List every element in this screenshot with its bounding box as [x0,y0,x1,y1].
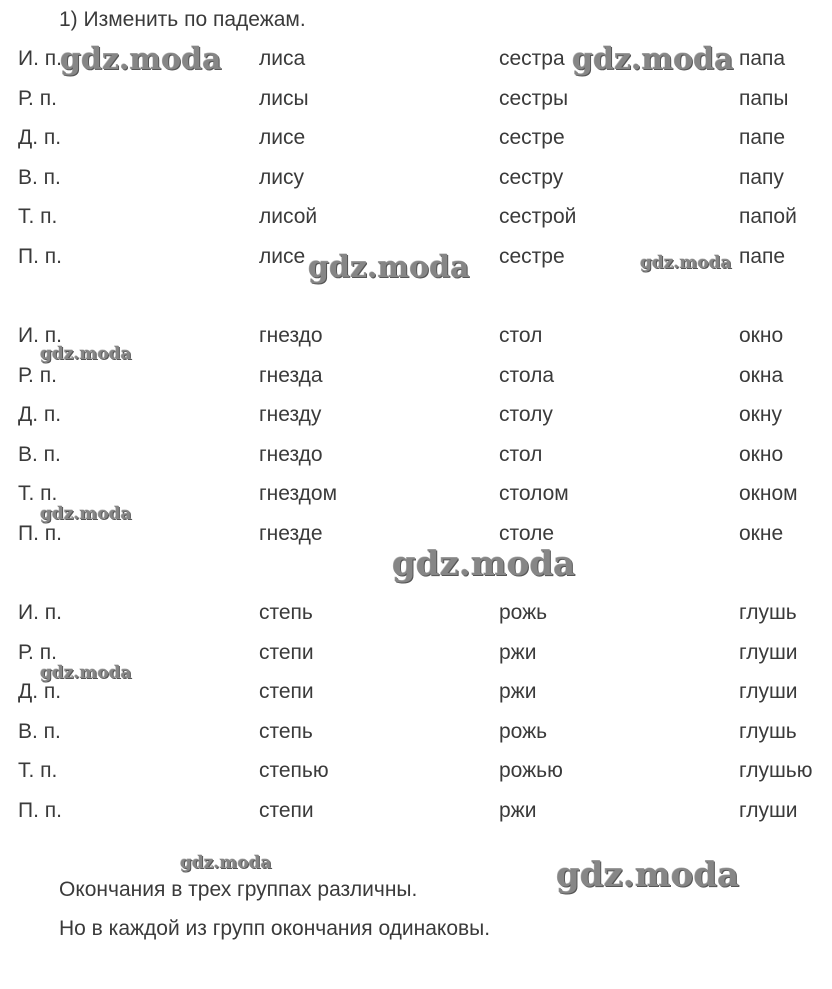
table-row [0,164,832,204]
case-label: Р. п. [18,640,57,664]
word-form: сестра [499,47,565,70]
word-form: степью [259,759,329,783]
watermark: gdz.moda [180,853,272,873]
table-row [0,203,832,243]
word-form: окну [739,403,782,427]
case-label: Р. п. [18,86,57,110]
word-form: лису [259,165,304,189]
watermark: gdz.moda [392,544,576,584]
word-form: глушь [739,601,797,624]
table-row [0,718,832,758]
declension-group-3 [0,599,832,837]
case-label: П. п. [18,244,62,268]
word-form: лиса [259,47,306,70]
word-form: гнездо [259,442,323,466]
watermark: gdz.moda [556,855,740,895]
word-form: стол [499,324,543,347]
watermark: gdz.moda [40,344,132,364]
word-form: лисе [259,126,306,150]
word-form: степи [259,640,314,664]
case-label: Т. п. [18,759,58,783]
word-form: папа [739,47,786,70]
watermark: gdz.moda [308,250,470,285]
word-form: стол [499,442,543,466]
word-form: папу [739,165,784,189]
word-form: ржи [499,798,537,822]
conclusion-line-1: Окончания в трех группах различны. [59,878,418,901]
word-form: гнезде [259,521,323,545]
word-form: столом [499,482,569,506]
case-label: И. п. [18,324,62,347]
word-form: гнездо [259,324,323,347]
table-row [0,85,832,125]
word-form: стола [499,363,555,387]
word-form: окном [739,482,798,506]
table-row [0,757,832,797]
table-row [0,401,832,441]
word-form: окно [739,324,784,347]
word-form: сестре [499,244,565,268]
word-form: степи [259,798,314,822]
word-form: глушью [739,759,813,783]
case-label: Д. п. [18,403,62,427]
case-label: Р. п. [18,363,57,387]
word-form: окно [739,442,784,466]
word-form: гнезда [259,363,323,387]
word-form: окне [739,521,784,545]
watermark: gdz.moda [40,504,132,524]
word-form: ржи [499,640,537,664]
word-form: окна [739,363,784,387]
watermark: gdz.moda [640,253,732,273]
word-form: столу [499,403,553,427]
table-row [0,797,832,837]
word-form: глуши [739,798,798,822]
word-form: рожь [499,719,548,743]
case-label: Д. п. [18,680,62,704]
case-label: В. п. [18,165,61,189]
case-label: Т. п. [18,205,58,229]
case-label: П. п. [18,521,62,545]
case-label: Д. п. [18,126,62,150]
declension-group-1 [0,45,832,283]
word-form: папы [739,86,789,110]
table-row [0,599,832,639]
case-label: В. п. [18,442,61,466]
case-label: Т. п. [18,482,58,506]
exercise-title: 1) Изменить по падежам. [59,8,306,31]
table-row [0,362,832,402]
word-form: гнезду [259,403,322,427]
case-label: В. п. [18,719,61,743]
word-form: сестрой [499,205,577,229]
watermark: gdz.moda [60,42,222,77]
word-form: степь [259,601,313,624]
word-form: рожь [499,601,548,624]
case-label: И. п. [18,47,62,70]
word-form: гнездом [259,482,338,506]
watermark: gdz.moda [572,42,734,77]
table-row [0,124,832,164]
word-form: папе [739,126,786,150]
table-row [0,678,832,718]
watermark: gdz.moda [40,663,132,683]
word-form: сестры [499,86,569,110]
case-label: П. п. [18,798,62,822]
table-row [0,441,832,481]
word-form: папой [739,205,797,229]
word-form: глушь [739,719,797,743]
word-form: сестру [499,165,564,189]
word-form: лисы [259,86,309,110]
word-form: лисе [259,244,306,268]
word-form: рожью [499,759,563,783]
word-form: глуши [739,640,798,664]
word-form: столе [499,521,555,545]
conclusion-line-2: Но в каждой из групп окончания одинаковы. [59,917,491,940]
word-form: сестре [499,126,565,150]
word-form: степь [259,719,313,743]
word-form: ржи [499,680,537,704]
word-form: глуши [739,680,798,704]
word-form: лисой [259,205,318,229]
case-label: И. п. [18,601,62,624]
word-form: степи [259,680,314,704]
word-form: папе [739,244,786,268]
